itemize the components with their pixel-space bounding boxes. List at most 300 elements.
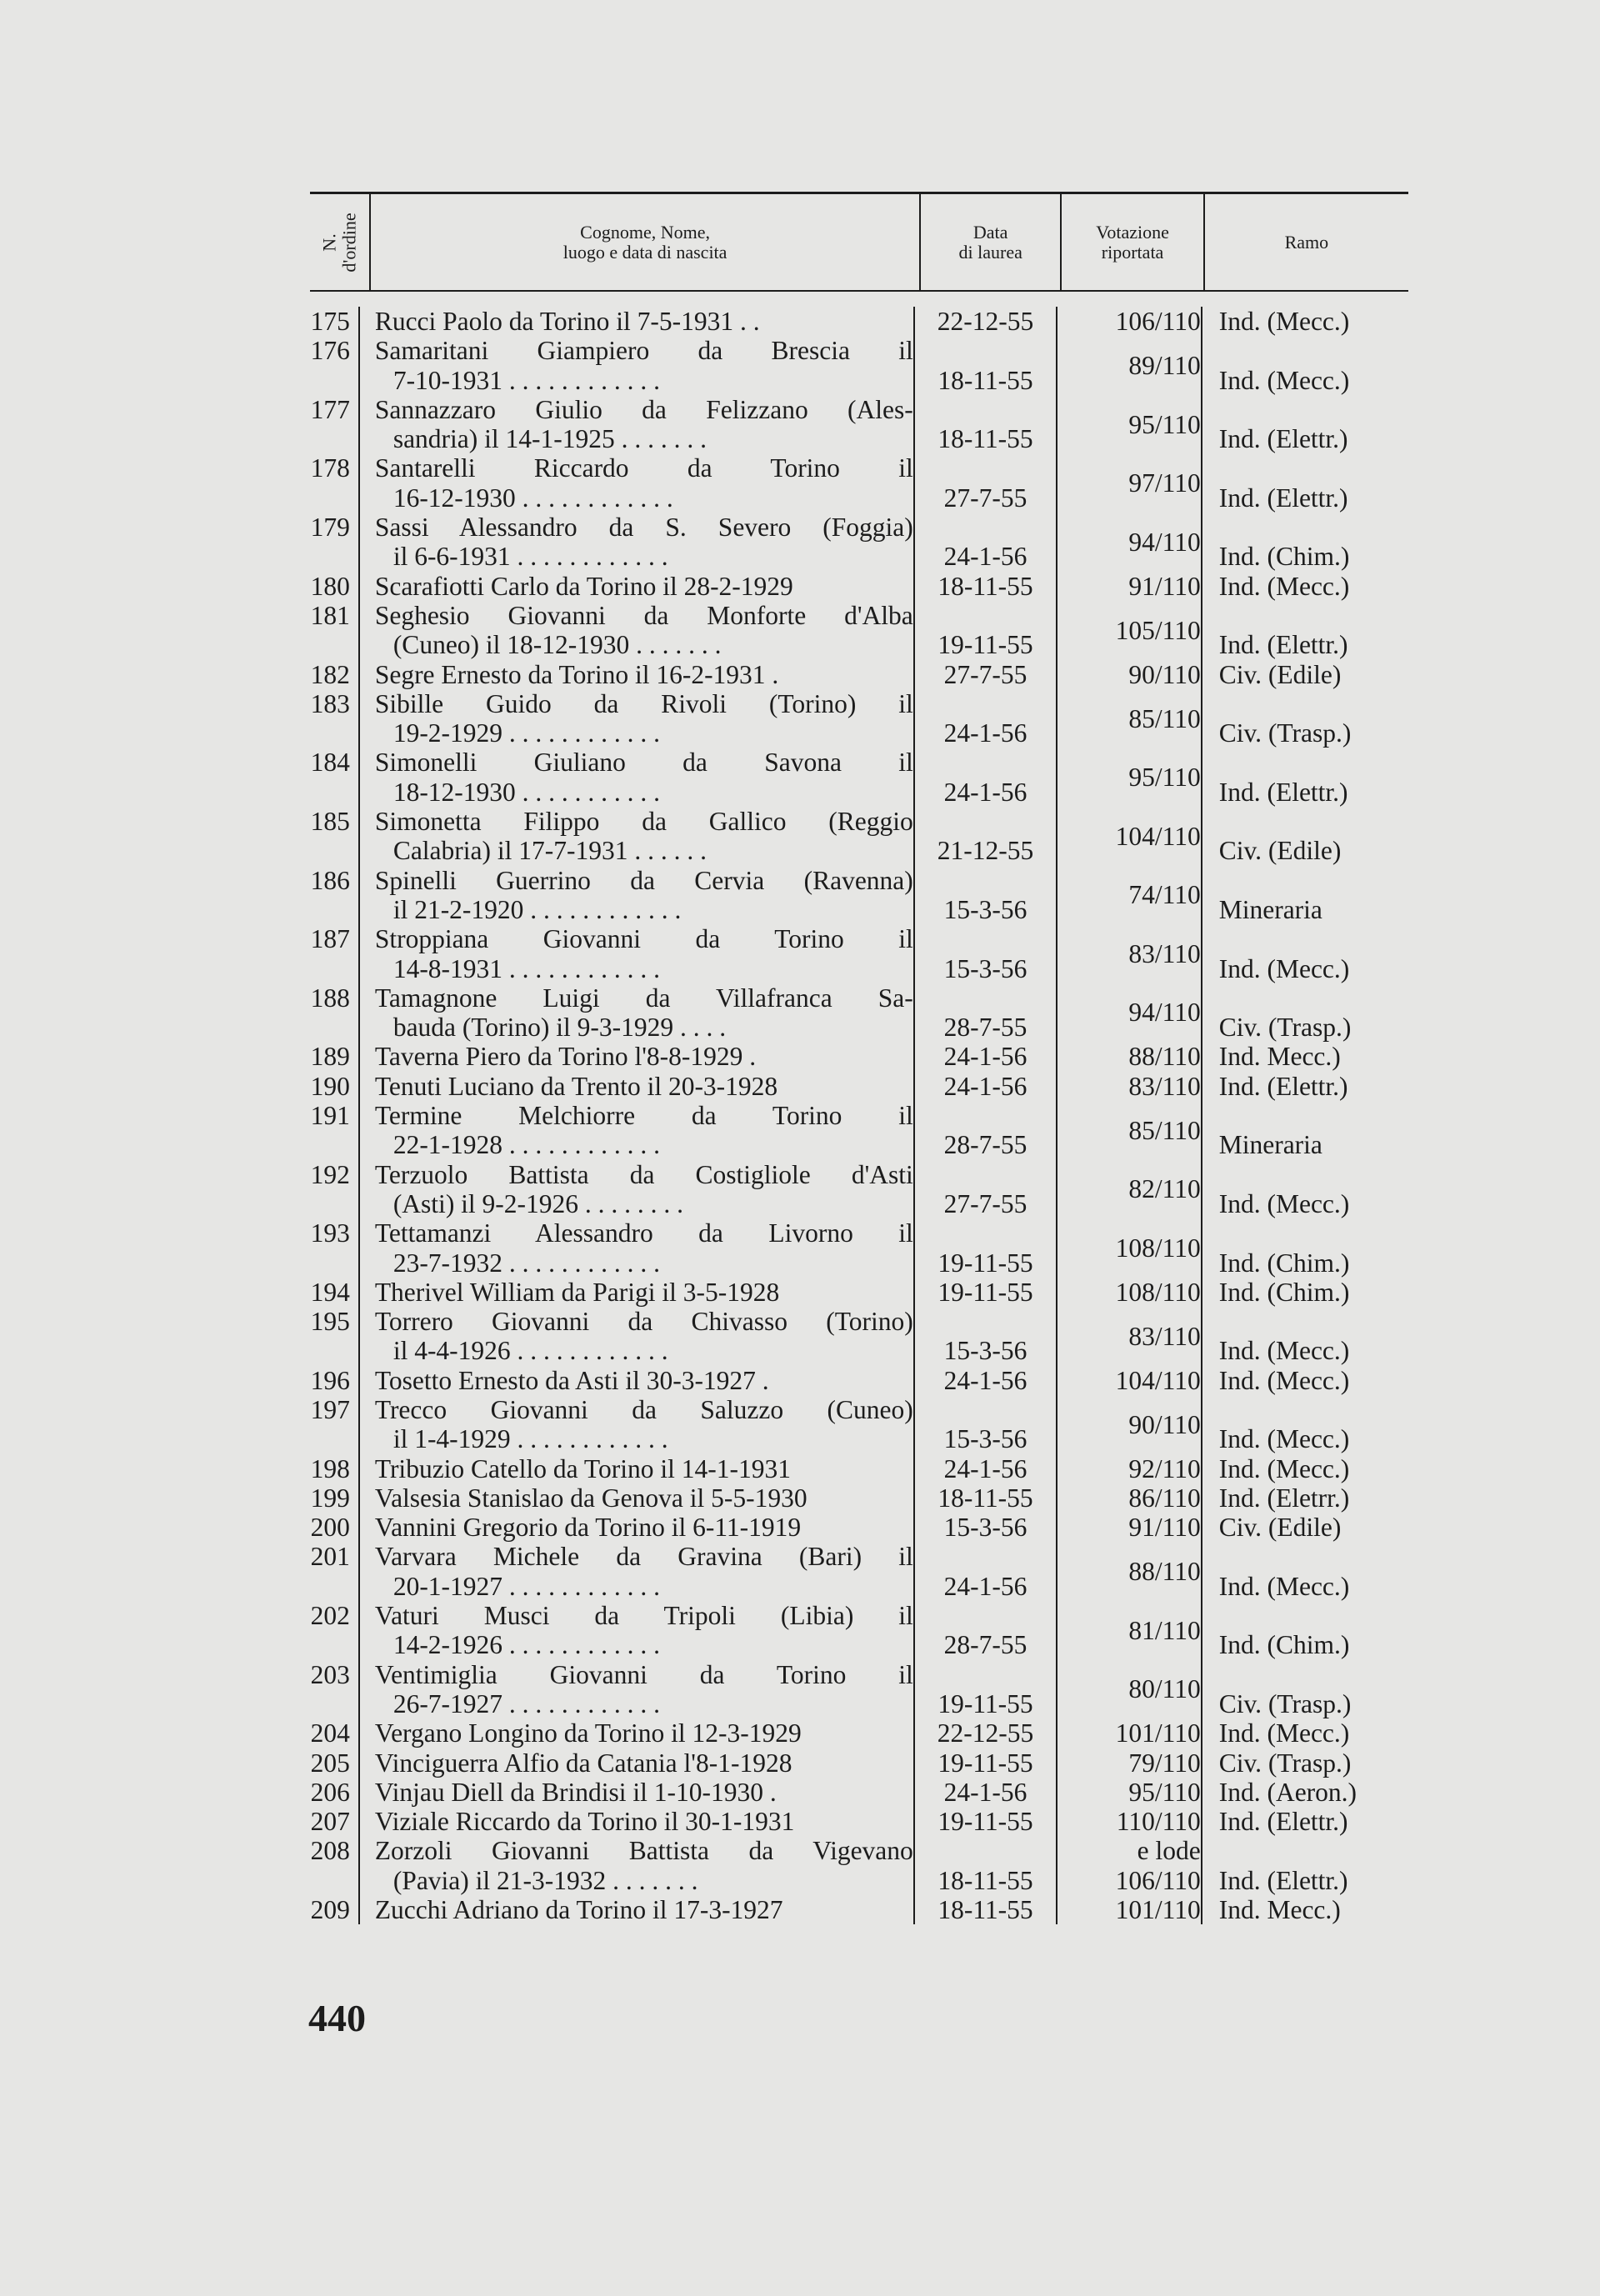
row-name-line: 14-8-1931 . . . . . . . . . . . . <box>392 953 661 983</box>
row-name-line: Torrero Giovanni da Chivasso (Torino) <box>374 1307 913 1337</box>
row-ramo-value: Ind. (Elettr.) <box>1218 1865 1348 1895</box>
row-name-line: Tettamanzi Alessandro da Livorno il <box>374 1218 913 1248</box>
table-row <box>300 660 1408 689</box>
row-date <box>915 1278 1058 1307</box>
row-ramo-value: Ind. (Mecc.) <box>1218 1571 1350 1601</box>
row-ramo-value: Mineraria <box>1218 894 1322 924</box>
table-row <box>300 1483 1408 1513</box>
row-vote <box>1058 1748 1202 1778</box>
row-date <box>915 807 1058 866</box>
row-date-value: 24-1-56 <box>943 1365 1028 1395</box>
row-date <box>915 1542 1058 1601</box>
row-ramo-value: Ind. (Mecc.) <box>1218 1718 1350 1748</box>
row-number: 175 <box>300 307 360 336</box>
row-ramo <box>1202 1307 1408 1366</box>
header-name-label: Cognome, Nome, luogo e data di nascita <box>562 221 728 263</box>
row-date <box>915 1718 1058 1748</box>
table-row <box>300 1748 1408 1778</box>
row-date <box>915 924 1058 983</box>
row-name <box>360 1807 915 1836</box>
row-name-line: Vannini Gregorio da Torino il 6-11-1919 <box>374 1513 802 1543</box>
row-name-line: Valsesia Stanislao da Genova il 5-5-1930 <box>374 1483 808 1513</box>
row-ramo <box>1202 1454 1408 1483</box>
header-date <box>921 194 1062 290</box>
row-date-value: 18-11-55 <box>938 571 1033 601</box>
table-row <box>300 1836 1408 1895</box>
row-date-value: 24-1-56 <box>943 1453 1028 1483</box>
row-date-value: 18-11-55 <box>938 1483 1033 1513</box>
table-row <box>300 1160 1408 1219</box>
row-ramo <box>1202 572 1408 601</box>
header-name <box>371 194 921 290</box>
row-ramo-value: Civ. (Edile) <box>1218 1513 1342 1543</box>
row-name-line: Spinelli Guerrino da Cervia (Ravenna) <box>374 865 913 895</box>
row-number: 209 <box>300 1895 360 1924</box>
row-ramo <box>1202 336 1408 395</box>
row-name <box>360 748 915 807</box>
table-body <box>300 307 1408 1924</box>
row-ramo <box>1202 1836 1408 1895</box>
row-vote-value: 94/110 <box>1128 998 1201 1028</box>
row-ramo-value: Ind. (Elettr.) <box>1218 424 1348 454</box>
row-date-value: 28-7-55 <box>943 1013 1028 1043</box>
row-vote-value: 85/110 <box>1128 703 1201 733</box>
row-date-value: 22-12-55 <box>937 307 1034 336</box>
row-number: 188 <box>300 983 360 1043</box>
row-name-line: Rucci Paolo da Torino il 7-5-1931 . . <box>374 307 760 336</box>
row-vote <box>1058 983 1202 1043</box>
row-ramo-value: Ind. (Chim.) <box>1218 1630 1350 1660</box>
row-vote <box>1058 1454 1202 1483</box>
row-ramo <box>1202 1748 1408 1778</box>
row-vote-value: 79/110 <box>1128 1748 1201 1778</box>
row-vote-value: 89/110 <box>1128 350 1201 380</box>
row-name-line: Sannazzaro Giulio da Felizzano (Ales- <box>374 394 913 424</box>
row-number: 194 <box>300 1278 360 1307</box>
header-vote <box>1062 194 1204 290</box>
row-number: 185 <box>300 807 360 866</box>
row-date <box>915 572 1058 601</box>
row-date-value: 18-11-55 <box>938 424 1033 454</box>
row-name-line: Simonelli Giuliano da Savona il <box>374 748 913 778</box>
row-name-line: Calabria) il 17-7-1931 . . . . . . <box>392 836 707 866</box>
row-vote <box>1058 660 1202 689</box>
row-ramo <box>1202 866 1408 925</box>
row-number: 182 <box>300 660 360 689</box>
row-name <box>360 983 915 1043</box>
row-number: 192 <box>300 1160 360 1219</box>
table-row <box>300 1395 1408 1454</box>
row-date <box>915 689 1058 748</box>
row-vote <box>1058 1366 1202 1395</box>
row-ramo <box>1202 748 1408 807</box>
row-ramo-value: Ind. (Mecc.) <box>1218 1336 1350 1366</box>
row-ramo <box>1202 1483 1408 1513</box>
row-number: 196 <box>300 1366 360 1395</box>
row-date <box>915 1601 1058 1660</box>
row-vote <box>1058 689 1202 748</box>
row-name-line: Vinciguerra Alfio da Catania l'8-1-1928 <box>374 1748 792 1778</box>
row-vote-value: 106/110 <box>1115 1865 1201 1895</box>
row-vote-value: 85/110 <box>1128 1115 1201 1145</box>
row-name-line: (Pavia) il 21-3-1932 . . . . . . . <box>392 1865 698 1895</box>
row-name <box>360 572 915 601</box>
row-ramo <box>1202 983 1408 1043</box>
table-row <box>300 1542 1408 1601</box>
row-number: 203 <box>300 1660 360 1719</box>
row-vote <box>1058 1307 1202 1366</box>
row-ramo <box>1202 307 1408 336</box>
row-name-line: Samaritani Giampiero da Brescia il <box>374 336 913 366</box>
row-vote <box>1058 807 1202 866</box>
row-ramo <box>1202 689 1408 748</box>
row-name-line: Stroppiana Giovanni da Torino il <box>374 924 913 954</box>
row-vote-value: 88/110 <box>1128 1042 1201 1072</box>
row-date-value: 19-11-55 <box>938 1277 1033 1307</box>
row-number: 183 <box>300 689 360 748</box>
row-date-value: 24-1-56 <box>943 1777 1028 1807</box>
row-name-line: Tenuti Luciano da Trento il 20-3-1928 <box>374 1071 778 1101</box>
page-number: 440 <box>308 1997 366 2039</box>
row-name-line: 16-12-1930 . . . . . . . . . . . . <box>392 483 673 513</box>
row-name-line: il 4-4-1926 . . . . . . . . . . . . <box>392 1336 668 1366</box>
row-vote <box>1058 1778 1202 1807</box>
table-row <box>300 572 1408 601</box>
row-ramo <box>1202 395 1408 454</box>
row-ramo <box>1202 1718 1408 1748</box>
table-row <box>300 807 1408 866</box>
row-name <box>360 1454 915 1483</box>
table-row <box>300 601 1408 660</box>
row-number: 178 <box>300 453 360 513</box>
row-name-line: il 1-4-1929 . . . . . . . . . . . . <box>392 1424 668 1454</box>
table-row <box>300 1718 1408 1748</box>
table-row <box>300 1778 1408 1807</box>
row-name <box>360 689 915 748</box>
row-number: 207 <box>300 1807 360 1836</box>
row-ramo-value: Ind. (Mecc.) <box>1218 571 1350 601</box>
row-date <box>915 1395 1058 1454</box>
row-name-line: (Cuneo) il 18-12-1930 . . . . . . . <box>392 630 722 660</box>
graduates-table <box>300 192 1408 1924</box>
row-name-line: Varvara Michele da Gravina (Bari) il <box>374 1542 913 1572</box>
row-ramo <box>1202 1042 1408 1071</box>
row-date <box>915 1836 1058 1895</box>
row-ramo <box>1202 453 1408 513</box>
row-date <box>915 1513 1058 1542</box>
row-date-value: 19-11-55 <box>938 630 1033 660</box>
table-row <box>300 1660 1408 1719</box>
row-ramo-value: Ind. (Mecc.) <box>1218 1424 1350 1454</box>
row-vote <box>1058 1278 1202 1307</box>
row-name-line: Segre Ernesto da Torino il 16-2-1931 . <box>374 659 779 689</box>
row-vote <box>1058 1395 1202 1454</box>
row-name-line: Tamagnone Luigi da Villafranca Sa- <box>374 983 913 1013</box>
row-date <box>915 660 1058 689</box>
row-vote <box>1058 1513 1202 1542</box>
row-vote-value: 108/110 <box>1115 1233 1201 1263</box>
row-date <box>915 307 1058 336</box>
row-date-value: 22-12-55 <box>937 1718 1034 1748</box>
row-vote-value: 82/110 <box>1128 1174 1201 1204</box>
row-ramo <box>1202 601 1408 660</box>
row-name <box>360 1513 915 1542</box>
row-ramo-value: Ind. Mecc.) <box>1218 1895 1341 1925</box>
row-number: 180 <box>300 572 360 601</box>
row-vote-value: 104/110 <box>1115 821 1201 851</box>
row-vote <box>1058 1895 1202 1924</box>
row-date <box>915 1101 1058 1160</box>
row-name <box>360 1072 915 1101</box>
row-date <box>915 1778 1058 1807</box>
row-name-line: il 6-6-1931 . . . . . . . . . . . . <box>392 542 668 572</box>
row-ramo-value: Civ. (Edile) <box>1218 659 1342 689</box>
row-ramo-value: Ind. (Mecc.) <box>1218 1188 1350 1218</box>
row-name <box>360 660 915 689</box>
row-date-value: 19-11-55 <box>938 1807 1033 1837</box>
row-number: 208 <box>300 1836 360 1895</box>
table-row <box>300 307 1408 336</box>
row-vote-value: 95/110 <box>1128 409 1201 439</box>
row-vote <box>1058 1160 1202 1219</box>
row-vote <box>1058 307 1202 336</box>
row-name <box>360 807 915 866</box>
row-date-value: 19-11-55 <box>938 1748 1033 1778</box>
row-name-line: 26-7-1927 . . . . . . . . . . . . <box>392 1688 661 1718</box>
row-vote <box>1058 866 1202 925</box>
row-ramo-value: Ind. (Elettr.) <box>1218 630 1348 660</box>
table-row <box>300 1601 1408 1660</box>
row-ramo-value: Ind. (Elettr.) <box>1218 777 1348 807</box>
row-vote-value: 95/110 <box>1128 763 1201 793</box>
row-vote-value: 90/110 <box>1128 659 1201 689</box>
row-name <box>360 1660 915 1719</box>
row-ramo-value: Civ. (Trasp.) <box>1218 718 1352 748</box>
row-ramo-value: Ind. Mecc.) <box>1218 1042 1341 1072</box>
row-vote <box>1058 1218 1202 1278</box>
row-ramo-value: Mineraria <box>1218 1130 1322 1160</box>
header-vote-label: Votazione riportata <box>1096 221 1169 263</box>
row-vote-value: 83/110 <box>1128 938 1201 968</box>
row-name-line: Seghesio Giovanni da Monforte d'Alba <box>374 600 913 630</box>
row-name-line: Ventimiglia Giovanni da Torino il <box>374 1659 913 1689</box>
row-date <box>915 395 1058 454</box>
row-name-line: Vergano Longino da Torino il 12-3-1929 <box>374 1718 802 1748</box>
row-name <box>360 1601 915 1660</box>
row-date-value: 27-7-55 <box>943 483 1028 513</box>
row-date <box>915 1483 1058 1513</box>
table-row <box>300 1895 1408 1924</box>
row-date-value: 27-7-55 <box>943 1188 1028 1218</box>
row-ramo-value: Ind. (Aeron.) <box>1218 1777 1358 1807</box>
row-vote <box>1058 1660 1202 1719</box>
row-ramo-value: Ind. (Mecc.) <box>1218 307 1350 336</box>
row-name <box>360 336 915 395</box>
row-name <box>360 1836 915 1895</box>
table-row <box>300 1513 1408 1542</box>
row-ramo-value: Ind. (Mecc.) <box>1218 1365 1350 1395</box>
table-row <box>300 983 1408 1043</box>
row-date-value: 15-3-56 <box>943 1336 1028 1366</box>
row-vote-value: 95/110 <box>1128 1777 1201 1807</box>
row-date-value: 24-1-56 <box>943 1571 1028 1601</box>
row-vote <box>1058 572 1202 601</box>
row-number: 190 <box>300 1072 360 1101</box>
table-row <box>300 1218 1408 1278</box>
row-ramo-value: Civ. (Trasp.) <box>1218 1748 1352 1778</box>
row-name <box>360 513 915 572</box>
row-name <box>360 1160 915 1219</box>
row-date <box>915 748 1058 807</box>
table-row <box>300 1807 1408 1836</box>
row-ramo-value: Ind. (Eletrr.) <box>1218 1483 1350 1513</box>
row-ramo <box>1202 1542 1408 1601</box>
row-vote <box>1058 1483 1202 1513</box>
row-number: 206 <box>300 1778 360 1807</box>
row-date-value: 15-3-56 <box>943 1424 1028 1454</box>
row-vote-value: 91/110 <box>1128 571 1201 601</box>
row-vote-value: 101/110 <box>1115 1718 1201 1748</box>
row-ramo <box>1202 1366 1408 1395</box>
row-date-value: 24-1-56 <box>943 1071 1028 1101</box>
row-date <box>915 1660 1058 1719</box>
row-ramo <box>1202 807 1408 866</box>
row-date-value: 24-1-56 <box>943 777 1028 807</box>
row-date-value: 24-1-56 <box>943 718 1028 748</box>
row-name-line: Vaturi Musci da Tripoli (Libia) il <box>374 1601 913 1631</box>
row-number: 187 <box>300 924 360 983</box>
row-name <box>360 1483 915 1513</box>
row-vote <box>1058 1807 1202 1836</box>
table-row <box>300 1101 1408 1160</box>
row-ramo-value: Ind. (Elettr.) <box>1218 483 1348 513</box>
row-ramo-value: Ind. (Elettr.) <box>1218 1071 1348 1101</box>
row-date <box>915 1807 1058 1836</box>
row-ramo-value: Ind. (Elettr.) <box>1218 1807 1348 1837</box>
row-ramo <box>1202 1101 1408 1160</box>
row-name <box>360 924 915 983</box>
row-date <box>915 1454 1058 1483</box>
row-name <box>360 1748 915 1778</box>
row-ramo <box>1202 1660 1408 1719</box>
row-name-line: (Asti) il 9-2-1926 . . . . . . . . <box>392 1188 684 1218</box>
row-date <box>915 1307 1058 1366</box>
row-date <box>915 513 1058 572</box>
row-name-line: Tribuzio Catello da Torino il 14-1-1931 <box>374 1453 791 1483</box>
row-number: 193 <box>300 1218 360 1278</box>
table-row <box>300 1366 1408 1395</box>
row-name <box>360 1718 915 1748</box>
row-date-value: 24-1-56 <box>943 1042 1028 1072</box>
table-row <box>300 1072 1408 1101</box>
row-name-line: 14-2-1926 . . . . . . . . . . . . <box>392 1630 661 1660</box>
table-row <box>300 336 1408 395</box>
table-header-rule <box>310 290 1408 292</box>
row-name <box>360 453 915 513</box>
row-name-line: Scarafiotti Carlo da Torino il 28-2-1929 <box>374 571 793 601</box>
row-number: 197 <box>300 1395 360 1454</box>
row-date <box>915 1042 1058 1071</box>
row-vote <box>1058 453 1202 513</box>
table-row <box>300 924 1408 983</box>
row-name-line: 20-1-1927 . . . . . . . . . . . . <box>392 1571 661 1601</box>
row-name-line: Santarelli Riccardo da Torino il <box>374 453 913 483</box>
row-vote <box>1058 1042 1202 1071</box>
row-vote-value: 81/110 <box>1128 1615 1201 1645</box>
row-vote <box>1058 1101 1202 1160</box>
row-vote <box>1058 1718 1202 1748</box>
row-date <box>915 983 1058 1043</box>
row-name-line: Vinjau Diell da Brindisi il 1-10-1930 . <box>374 1777 777 1807</box>
row-ramo-value: Ind. (Chim.) <box>1218 542 1350 572</box>
row-vote <box>1058 1542 1202 1601</box>
row-date-value: 15-3-56 <box>943 1513 1028 1543</box>
row-name-line: Taverna Piero da Torino l'8-8-1929 . <box>374 1042 757 1072</box>
row-date <box>915 453 1058 513</box>
row-vote <box>1058 1072 1202 1101</box>
row-date-value: 24-1-56 <box>943 542 1028 572</box>
row-ramo-value: Civ. (Trasp.) <box>1218 1013 1352 1043</box>
row-vote-value: 108/110 <box>1115 1277 1201 1307</box>
table-row <box>300 866 1408 925</box>
row-vote-value: 92/110 <box>1128 1453 1201 1483</box>
row-ramo-value: Civ. (Trasp.) <box>1218 1688 1352 1718</box>
header-number-label: N. d'ordine <box>318 212 360 273</box>
row-name <box>360 1101 915 1160</box>
row-number: 179 <box>300 513 360 572</box>
row-date-value: 15-3-56 <box>943 953 1028 983</box>
row-name <box>360 1778 915 1807</box>
row-ramo <box>1202 1160 1408 1219</box>
table-row <box>300 395 1408 454</box>
row-name <box>360 1542 915 1601</box>
row-name <box>360 1307 915 1366</box>
row-vote-value: 83/110 <box>1128 1321 1201 1351</box>
table-row <box>300 689 1408 748</box>
row-date-value: 18-11-55 <box>938 1895 1033 1925</box>
table-row <box>300 748 1408 807</box>
row-ramo-value: Ind. (Mecc.) <box>1218 365 1350 395</box>
row-number: 200 <box>300 1513 360 1542</box>
row-date-value: 28-7-55 <box>943 1630 1028 1660</box>
table-row <box>300 1278 1408 1307</box>
row-vote <box>1058 336 1202 395</box>
row-date-value: 18-11-55 <box>938 1865 1033 1895</box>
row-vote-value: 94/110 <box>1128 527 1201 557</box>
row-name <box>360 1278 915 1307</box>
table-row <box>300 1042 1408 1071</box>
row-name-line: 22-1-1928 . . . . . . . . . . . . <box>392 1130 661 1160</box>
row-name-line: Zucchi Adriano da Torino il 17-3-1927 <box>374 1895 783 1925</box>
row-name-line: Therivel William da Parigi il 3-5-1928 <box>374 1277 780 1307</box>
row-name <box>360 307 915 336</box>
row-name-line: Sassi Alessandro da S. Severo (Foggia) <box>374 513 913 543</box>
row-number: 204 <box>300 1718 360 1748</box>
row-name <box>360 1042 915 1071</box>
row-date-value: 28-7-55 <box>943 1130 1028 1160</box>
row-name-line: sandria) il 14-1-1925 . . . . . . . <box>392 424 707 454</box>
row-name-line: Trecco Giovanni da Saluzzo (Cuneo) <box>374 1394 913 1424</box>
table-row <box>300 1454 1408 1483</box>
table-header <box>310 194 1408 290</box>
row-vote-value: 74/110 <box>1128 880 1201 910</box>
row-ramo-value: Ind. (Chim.) <box>1218 1277 1350 1307</box>
row-date-value: 21-12-55 <box>937 836 1034 866</box>
row-name <box>360 1366 915 1395</box>
row-name <box>360 1395 915 1454</box>
row-ramo-value: Ind. (Mecc.) <box>1218 953 1350 983</box>
row-date-value: 27-7-55 <box>943 659 1028 689</box>
